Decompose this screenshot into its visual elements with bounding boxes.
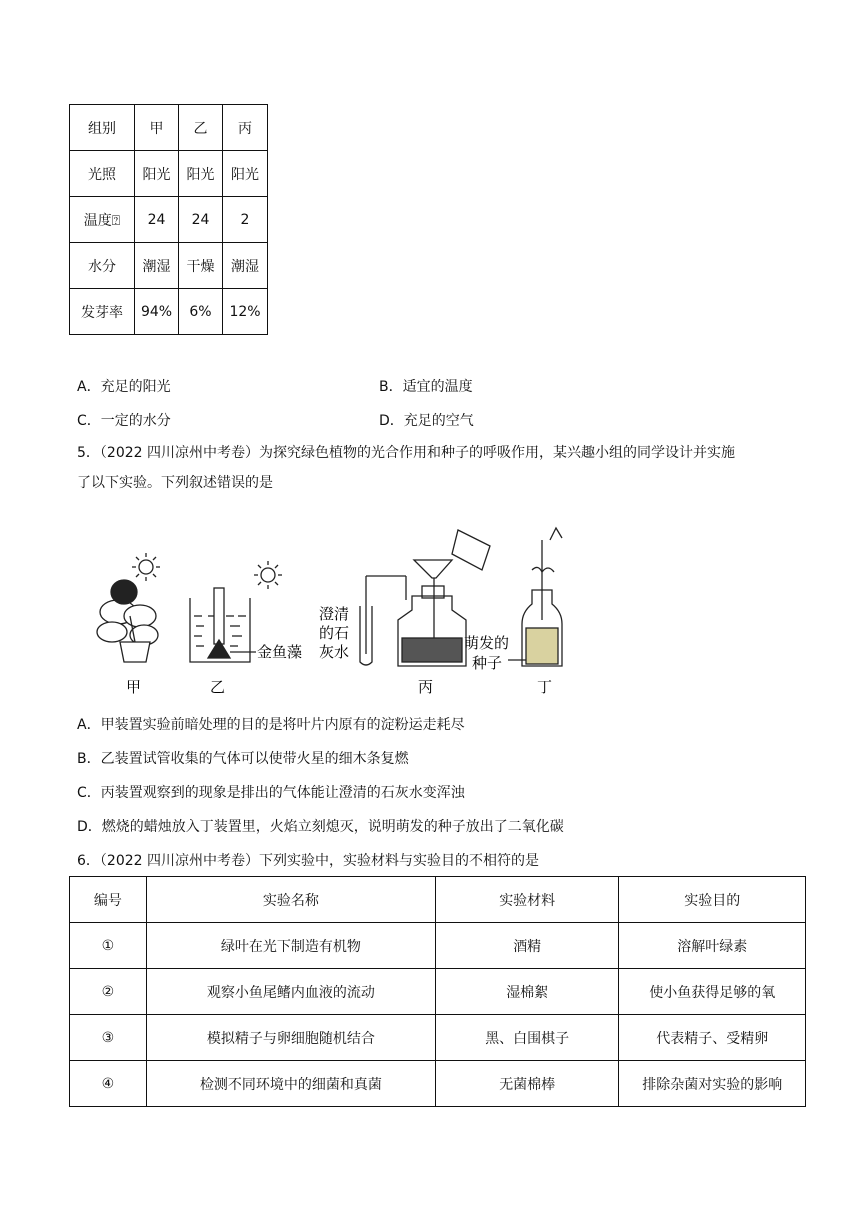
seed-jar-icon [508, 528, 562, 666]
table-cell: 组别 [70, 105, 135, 151]
table-cell: 湿棉絮 [435, 969, 619, 1015]
table-cell: 排除杂菌对实验的影响 [619, 1061, 806, 1107]
table-row [70, 877, 806, 923]
option-d: D．充足的空气 [379, 413, 474, 429]
table-cell: 丙 [223, 105, 268, 151]
table-cell: 编号 [70, 877, 147, 923]
question-5-line-1: 5．（2022 四川凉州中考卷）为探究绿色植物的光合作用和种子的呼吸作用，某兴趣小组的同学设计并实施 [77, 445, 735, 461]
germination-table [69, 104, 268, 335]
question-5-line-2: 了以下实验。下列叙述错误的是 [77, 475, 273, 491]
table-row [70, 969, 806, 1015]
q5-option-d: D．燃烧的蜡烛放入丁装置里，火焰立刻熄灭，说明萌发的种子放出了二氧化碳 [77, 819, 564, 835]
table-cell: 94% [135, 289, 179, 335]
label-jinyuzao: 金鱼藻 [257, 643, 303, 661]
experiment-table [69, 876, 806, 1107]
label-seeds-1: 萌发的 [464, 634, 510, 652]
label-limewater-3: 灰水 [319, 643, 350, 661]
question-6: 6．（2022 四川凉州中考卷）下列实验中，实验材料与实验目的不相符的是 [77, 853, 539, 869]
table-cell: 实验名称 [146, 877, 435, 923]
table-cell: 24 [135, 197, 179, 243]
option-a: A．充足的阳光 [77, 379, 171, 395]
label-limewater-2: 的石 [319, 624, 350, 642]
table-row [70, 197, 268, 243]
table-cell: 水分 [70, 243, 135, 289]
table-cell: 光照 [70, 151, 135, 197]
table-cell: 观察小鱼尾鳍内血液的流动 [146, 969, 435, 1015]
table-cell: 潮湿 [135, 243, 179, 289]
table-cell: 无菌棉棒 [435, 1061, 619, 1107]
table-row [70, 105, 268, 151]
q5-option-b: B．乙装置试管收集的气体可以使带火星的细木条复燃 [77, 751, 409, 767]
q5-option-c: C．丙装置观察到的现象是排出的气体能让澄清的石灰水变浑浊 [77, 785, 465, 801]
label-limewater-1: 澄清 [319, 605, 350, 623]
table-cell: 24 [179, 197, 223, 243]
table-row [70, 1061, 806, 1107]
table-cell: 阳光 [135, 151, 179, 197]
label-seeds-2: 种子 [472, 654, 503, 672]
table-cell: 溶解叶绿素 [619, 923, 806, 969]
table-row [70, 151, 268, 197]
label-jia: 甲 [126, 678, 142, 696]
table-cell: 温度⍰ [70, 197, 135, 243]
table-row [70, 289, 268, 335]
table-cell: 检测不同环境中的细菌和真菌 [146, 1061, 435, 1107]
table-row [70, 243, 268, 289]
table-cell: 乙 [179, 105, 223, 151]
potted-plant-icon [97, 580, 158, 662]
label-bing: 丙 [418, 678, 434, 696]
q5-option-a: A．甲装置实验前暗处理的目的是将叶片内原有的淀粉运走耗尽 [77, 717, 465, 733]
table-cell: ① [70, 923, 147, 969]
beaker-icon [190, 588, 256, 662]
table-row [70, 1015, 806, 1061]
table-cell: 发芽率 [70, 289, 135, 335]
table-cell: 酒精 [435, 923, 619, 969]
table-cell: 12% [223, 289, 268, 335]
label-yi: 乙 [210, 678, 226, 696]
table-cell: 阳光 [223, 151, 268, 197]
table-cell: 代表精子、受精卵 [619, 1015, 806, 1061]
table-cell: ③ [70, 1015, 147, 1061]
table-cell: 2 [223, 197, 268, 243]
experiment-diagram [80, 520, 600, 700]
table-cell: 黑、白围棋子 [435, 1015, 619, 1061]
table-cell: 甲 [135, 105, 179, 151]
table-cell: 绿叶在光下制造有机物 [146, 923, 435, 969]
label-ding: 丁 [537, 678, 553, 696]
table-cell: 实验目的 [619, 877, 806, 923]
sun-icon [132, 553, 160, 581]
table-cell: 使小鱼获得足够的氧 [619, 969, 806, 1015]
table-cell: ④ [70, 1061, 147, 1107]
table-cell: 潮湿 [223, 243, 268, 289]
table-cell: ② [70, 969, 147, 1015]
sun-icon [254, 561, 282, 589]
table-cell: 实验材料 [435, 877, 619, 923]
table-row [70, 923, 806, 969]
table-cell: 6% [179, 289, 223, 335]
option-c: C．一定的水分 [77, 413, 171, 429]
table-cell: 阳光 [179, 151, 223, 197]
table-cell: 模拟精子与卵细胞随机结合 [146, 1015, 435, 1061]
lime-water-tube-icon [360, 576, 406, 665]
table-cell: 干燥 [179, 243, 223, 289]
option-b: B．适宜的温度 [379, 379, 473, 395]
